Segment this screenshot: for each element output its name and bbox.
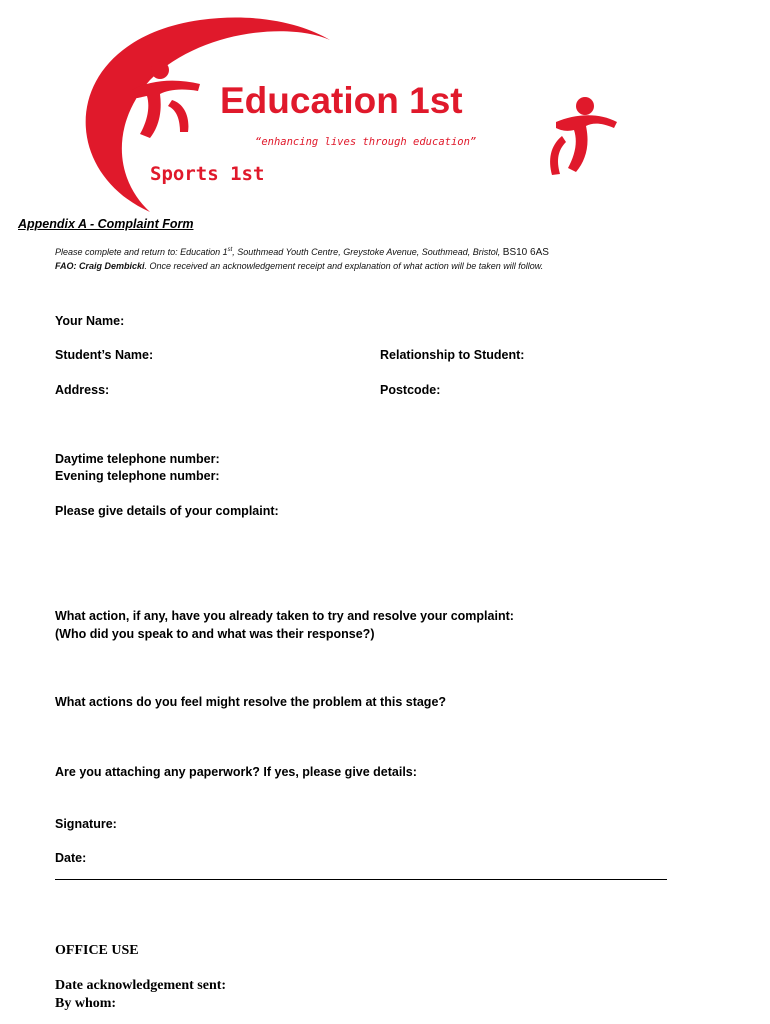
- instructions-sup: st: [227, 247, 233, 253]
- instructions-prefix: Please complete and return to: Education 1: [55, 247, 228, 257]
- student-name-label: Student’s Name:: [55, 348, 154, 362]
- divider-line: [55, 879, 667, 880]
- instructions-fao: FAO: Craig Dembicki: [55, 261, 145, 271]
- instructions-postcode: BS10 6AS: [502, 247, 549, 258]
- address-label: Address:: [55, 383, 110, 397]
- daytime-phone-label: Daytime telephone number:: [55, 452, 220, 466]
- signature-label: Signature:: [55, 817, 117, 831]
- relationship-label: Relationship to Student:: [380, 348, 525, 362]
- instructions-line-1: [55, 247, 549, 258]
- resolve-actions-label: What actions do you feel might resolve the problem at this stage?: [55, 695, 447, 709]
- date-label: Date:: [55, 851, 87, 865]
- evening-phone-label: Evening telephone number:: [55, 469, 220, 483]
- office-use-title: OFFICE USE: [55, 943, 139, 958]
- logo-title: Education 1st: [220, 80, 463, 121]
- logo-subtitle: Sports 1st: [150, 163, 265, 185]
- action-taken-label: What action, if any, have you already taken to try and resolve your complaint:: [55, 609, 514, 623]
- action-taken-sublabel: (Who did you speak to and what was their response?): [55, 627, 375, 641]
- complaint-details-label: Please give details of your complaint:: [55, 504, 279, 518]
- postcode-label: Postcode:: [380, 383, 441, 397]
- paperwork-label: Are you attaching any paperwork? If yes, please give details:: [55, 765, 417, 779]
- ack-sent-label: Date acknowledgement sent:: [55, 978, 227, 993]
- instructions-address: , Southmead Youth Centre, Greystoke Avenue, Southmead, Bristol,: [232, 247, 503, 257]
- logo-tagline: “enhancing lives through education”: [255, 136, 477, 148]
- instructions-line-2: [55, 261, 543, 271]
- by-whom-label: By whom:: [55, 996, 117, 1011]
- page-title: Appendix A - Complaint Form: [18, 217, 194, 231]
- your-name-label: Your Name:: [55, 314, 125, 328]
- logo-figure-right: [550, 97, 617, 175]
- instructions-followup: . Once received an acknowledgement receipt and explanation of what action will be taken will follow.: [144, 261, 544, 271]
